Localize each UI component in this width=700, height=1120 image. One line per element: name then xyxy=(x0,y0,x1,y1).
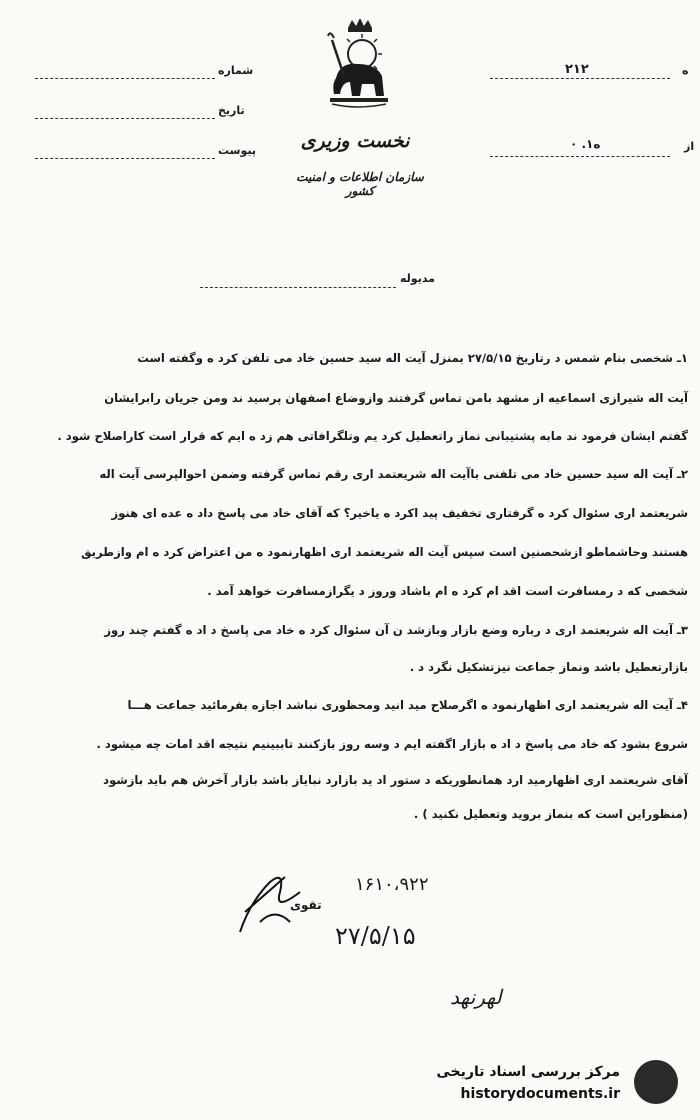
handwritten-number: ۱۶۱۰،۹۲۲ xyxy=(355,874,429,895)
date-label: تاریخ xyxy=(218,104,245,117)
from-line xyxy=(490,156,670,157)
body-line-3: گفتم ایشان فرمود ند مابه پشتیبانی نماز راتعطیل کرد یم وتلگرافاتی هم زد ه ایم که قرار است کاراصلاح شود . xyxy=(57,429,688,443)
body-line-8: ۳ـ آیت اله شریعتمد اری د رباره وضع بازار وبازشد ن آن سئوال کرد ه خاد می پاسخ د اد ه گفتم چند روز xyxy=(104,623,688,637)
from-value: ۰ .۱ه xyxy=(570,137,601,151)
attachment-label: پیوست xyxy=(218,144,256,157)
body-line-13: (منظوراین است که بنماز بروید وتعطیل نکنید ) . xyxy=(413,807,688,821)
body-line-4: ۲ـ آیت اله سید حسین خاد می تلفنی باآیت اله شریعتمد اری رقم تماس گرفته وضمن احوالپرسی آیت اله xyxy=(99,467,688,481)
body-line-2: آیت اله شیرازی اسماعیه از مشهد بامن تماس گرفتند وازوضاع اصفهان پرسید ند ومن جریان رابرایشان xyxy=(104,391,688,405)
org-line1: نخست وزیری xyxy=(300,130,410,152)
body-line-9: بازارتعطیل باشد ونماز جماعت نیزتشکیل نگرد د . xyxy=(409,660,688,674)
number-label: شماره xyxy=(218,64,254,77)
org-line2: سازمان اطلاعات و امنیت کشور xyxy=(296,170,424,198)
body-line-7: شخصی که د رمسافرت است اقد ام کرد ه ام باشاد وروز د یگرازمسافرت خواهد آمد . xyxy=(207,584,688,598)
body-line-11: شروع بشود که خاد می پاسخ د اد ه بازار اگفته ایم د وسه روز بازکنند تاببینیم نتیجه اقد امات چه میشود . xyxy=(96,737,688,751)
handwritten-date: ۲۷/۵/۱۵ xyxy=(335,922,416,950)
date-line xyxy=(35,118,215,119)
body-line-1: ۱ـ شخصی بنام شمس د رتاریخ ۲۷/۵/۱۵ بمنزل آیت اله سید حسین خاد می تلفن کرد ه وگفته است xyxy=(137,351,688,365)
ref-suffix: ه xyxy=(682,64,689,77)
from-label: از xyxy=(684,140,695,153)
ref-line xyxy=(490,78,670,79)
signer-name: تقوی xyxy=(290,898,322,912)
subject-line xyxy=(200,287,396,288)
archive-name: مرکز بررسی اسناد تاریخی xyxy=(436,1064,620,1080)
lion-and-sun-emblem xyxy=(318,18,398,113)
archive-logo-icon xyxy=(634,1060,678,1104)
archive-url: historydocuments.ir xyxy=(460,1086,620,1102)
attachment-line xyxy=(35,158,215,159)
handwritten-initial: لهرنهد xyxy=(450,985,502,1009)
ref-number: ۲۱۲ xyxy=(565,62,589,77)
subject-label: مدیوله xyxy=(400,272,435,285)
body-line-10: ۴ـ آیت اله شریعتمد اری اظهارنمود ه اگرصلاح مید انید ومحظوری نباشد اجازه بفرمائید جماعت هـــا xyxy=(127,698,688,712)
body-line-5: شریعتمد اری سئوال کرد ه گرفتاری تخفیف پید اکرد ه یاخیر؟ که آقای خاد می پاسخ داد ه عده ای هنوز xyxy=(111,506,688,520)
number-line xyxy=(35,78,215,79)
body-line-6: هستند وحاشماطو ازشحصنین است سپس آیت اله شریعتمد اری اظهارنمود ه من اعتراض کرد ه ام وازطریق xyxy=(81,545,688,559)
body-line-12: آقای شریعتمد اری اظهارمید ارد همانطوریکه د ستور اد ید بازارد نبایاز باشد بازار آخرش هم باید بازشود xyxy=(103,773,688,787)
